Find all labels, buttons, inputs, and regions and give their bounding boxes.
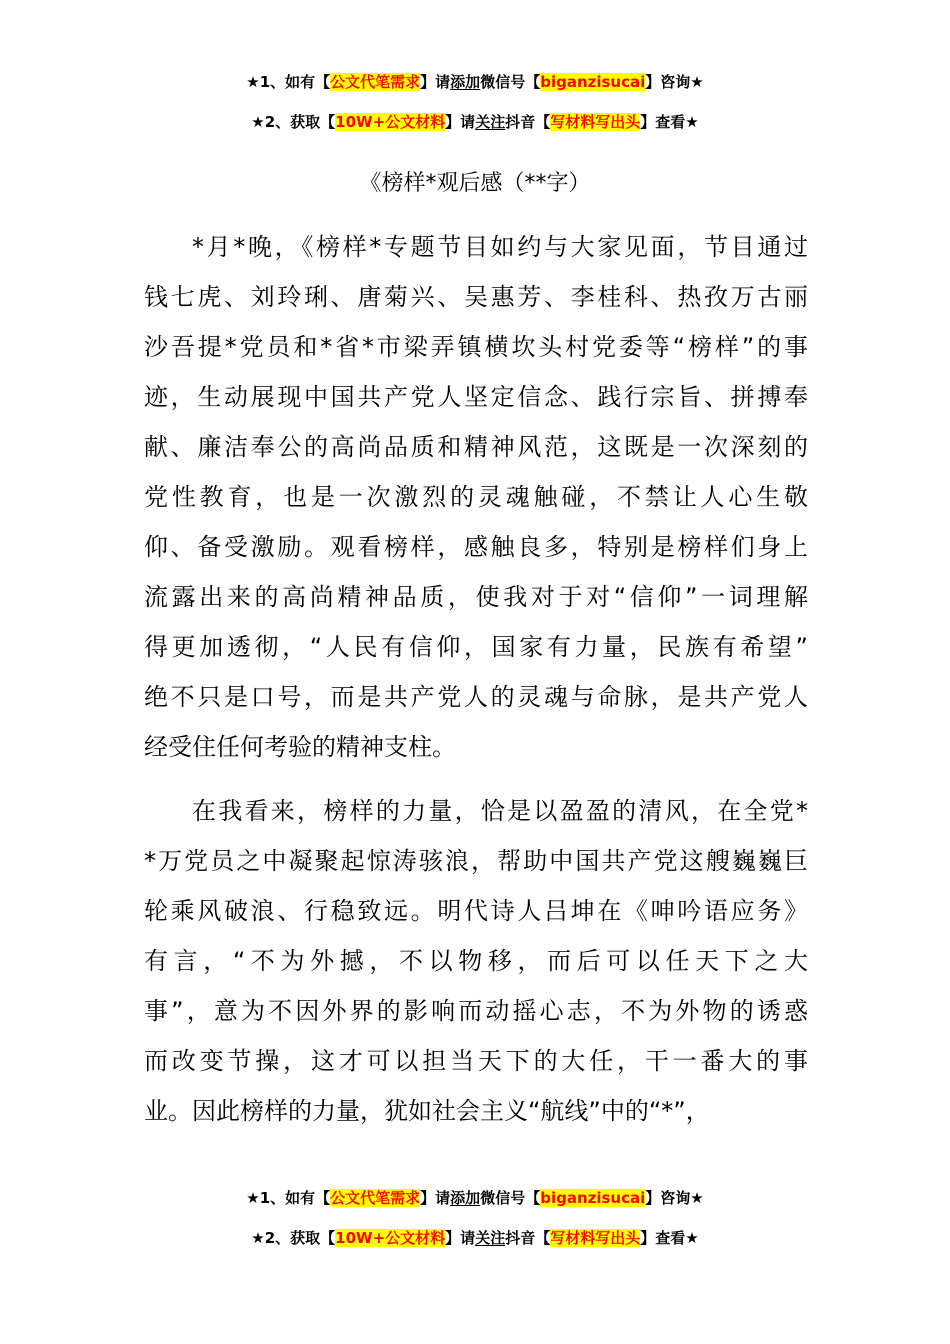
promo-text: 】咨询	[645, 73, 691, 91]
paragraph-line: *月*晚，《榜样*专题节目如约与大家见面，节目通过	[192, 233, 808, 261]
paragraph-line: 得更加透彻，“人民有信仰，国家有力量，民族有希望”	[144, 633, 808, 661]
paragraph-line: 而改变节操，这才可以担当天下的大任，干一番大的事	[144, 1047, 808, 1075]
promo-text: 抖音【	[505, 113, 551, 131]
promo-wechat-id: biganzisucai	[540, 73, 646, 91]
promo-text: 】请	[420, 73, 451, 91]
promo-underlined: 添加	[450, 73, 481, 91]
promo-text: 】请	[445, 1229, 476, 1247]
paragraph-line: 在我看来，榜样的力量，恰是以盈盈的清风，在全党*	[192, 797, 808, 825]
promo-highlight: 10W+公文材料	[335, 113, 446, 131]
promo-text: 2、获取【	[264, 1229, 336, 1247]
promo-underlined: 关注	[475, 1229, 506, 1247]
paragraph-line: 沙吾提*党员和*省*市梁弄镇横坎头村党委等“榜样”的事	[144, 333, 808, 361]
promo-text: 微信号【	[480, 1189, 541, 1207]
paragraph-line: 绝不只是口号，而是共产党人的灵魂与命脉，是共产党人	[144, 683, 808, 711]
promo-text: 抖音【	[505, 1229, 551, 1247]
document-title: 《榜样*观后感（**字）	[359, 171, 591, 196]
paragraph-1	[144, 222, 808, 772]
star-icon: ★	[685, 1229, 699, 1247]
promo-douyin-account: 写材料写出头	[550, 113, 641, 131]
paragraph-line: 迹，生动展现中国共产党人坚定信念、践行宗旨、拼搏奉	[144, 383, 808, 411]
paragraph-line: *万党员之中凝聚起惊涛骇浪，帮助中国共产党这艘巍巍巨	[144, 847, 808, 875]
paragraph-line: 经受住任何考验的精神支柱。	[144, 733, 456, 761]
promo-text: 微信号【	[480, 73, 541, 91]
paragraph-2	[144, 786, 808, 1136]
promo-highlight: 10W+公文材料	[335, 1229, 446, 1247]
promo-text: 1、如有【	[259, 1189, 331, 1207]
paragraph-line: 有言，“不为外撼，不以物移，而后可以任天下之大	[144, 947, 808, 975]
paragraph-line: 轮乘风破浪、行稳致远。明代诗人吕坤在《呻吟语应务》	[144, 897, 808, 925]
star-icon: ★	[251, 113, 265, 131]
promo-douyin-account: 写材料写出头	[550, 1229, 641, 1247]
promo-text: 1、如有【	[259, 73, 331, 91]
promo-text: 】查看	[640, 1229, 686, 1247]
paragraph-line: 仰、备受激励。观看榜样，感触良多，特别是榜样们身上	[144, 533, 808, 561]
star-icon: ★	[685, 113, 699, 131]
star-icon: ★	[251, 1229, 265, 1247]
promo-highlight: 公文代笔需求	[330, 73, 421, 91]
paragraph-line: 党性教育，也是一次激烈的灵魂触碰，不禁让人心生敬	[144, 483, 808, 511]
promo-text: 】查看	[640, 113, 686, 131]
promo-wechat-id: biganzisucai	[540, 1189, 646, 1207]
promo-underlined: 关注	[475, 113, 506, 131]
paragraph-line: 献、廉洁奉公的高尚品质和精神风范，这既是一次深刻的	[144, 433, 808, 461]
paragraph-line: 钱七虎、刘玲琍、唐菊兴、吴惠芳、李桂科、热孜万古丽	[144, 283, 808, 311]
star-icon: ★	[690, 73, 704, 91]
footer-promo-line-1	[0, 1188, 950, 1208]
paragraph-line: 事”，意为不因外界的影响而动摇心志，不为外物的诱惑	[144, 997, 808, 1025]
paragraph-line: 业。因此榜样的力量，犹如社会主义“航线”中的“*”，	[144, 1097, 710, 1125]
promo-text: 2、获取【	[264, 113, 336, 131]
promo-text: 】咨询	[645, 1189, 691, 1207]
promo-highlight: 公文代笔需求	[330, 1189, 421, 1207]
promo-text: 】请	[420, 1189, 451, 1207]
star-icon: ★	[690, 1189, 704, 1207]
star-icon: ★	[246, 73, 260, 91]
header-promo-line-1	[0, 72, 950, 92]
footer-promo-line-2	[0, 1228, 950, 1248]
star-icon: ★	[246, 1189, 260, 1207]
promo-underlined: 添加	[450, 1189, 481, 1207]
promo-text: 】请	[445, 113, 476, 131]
paragraph-line: 流露出来的高尚精神品质，使我对于对“信仰”一词理解	[144, 583, 808, 611]
header-promo-line-2	[0, 112, 950, 132]
